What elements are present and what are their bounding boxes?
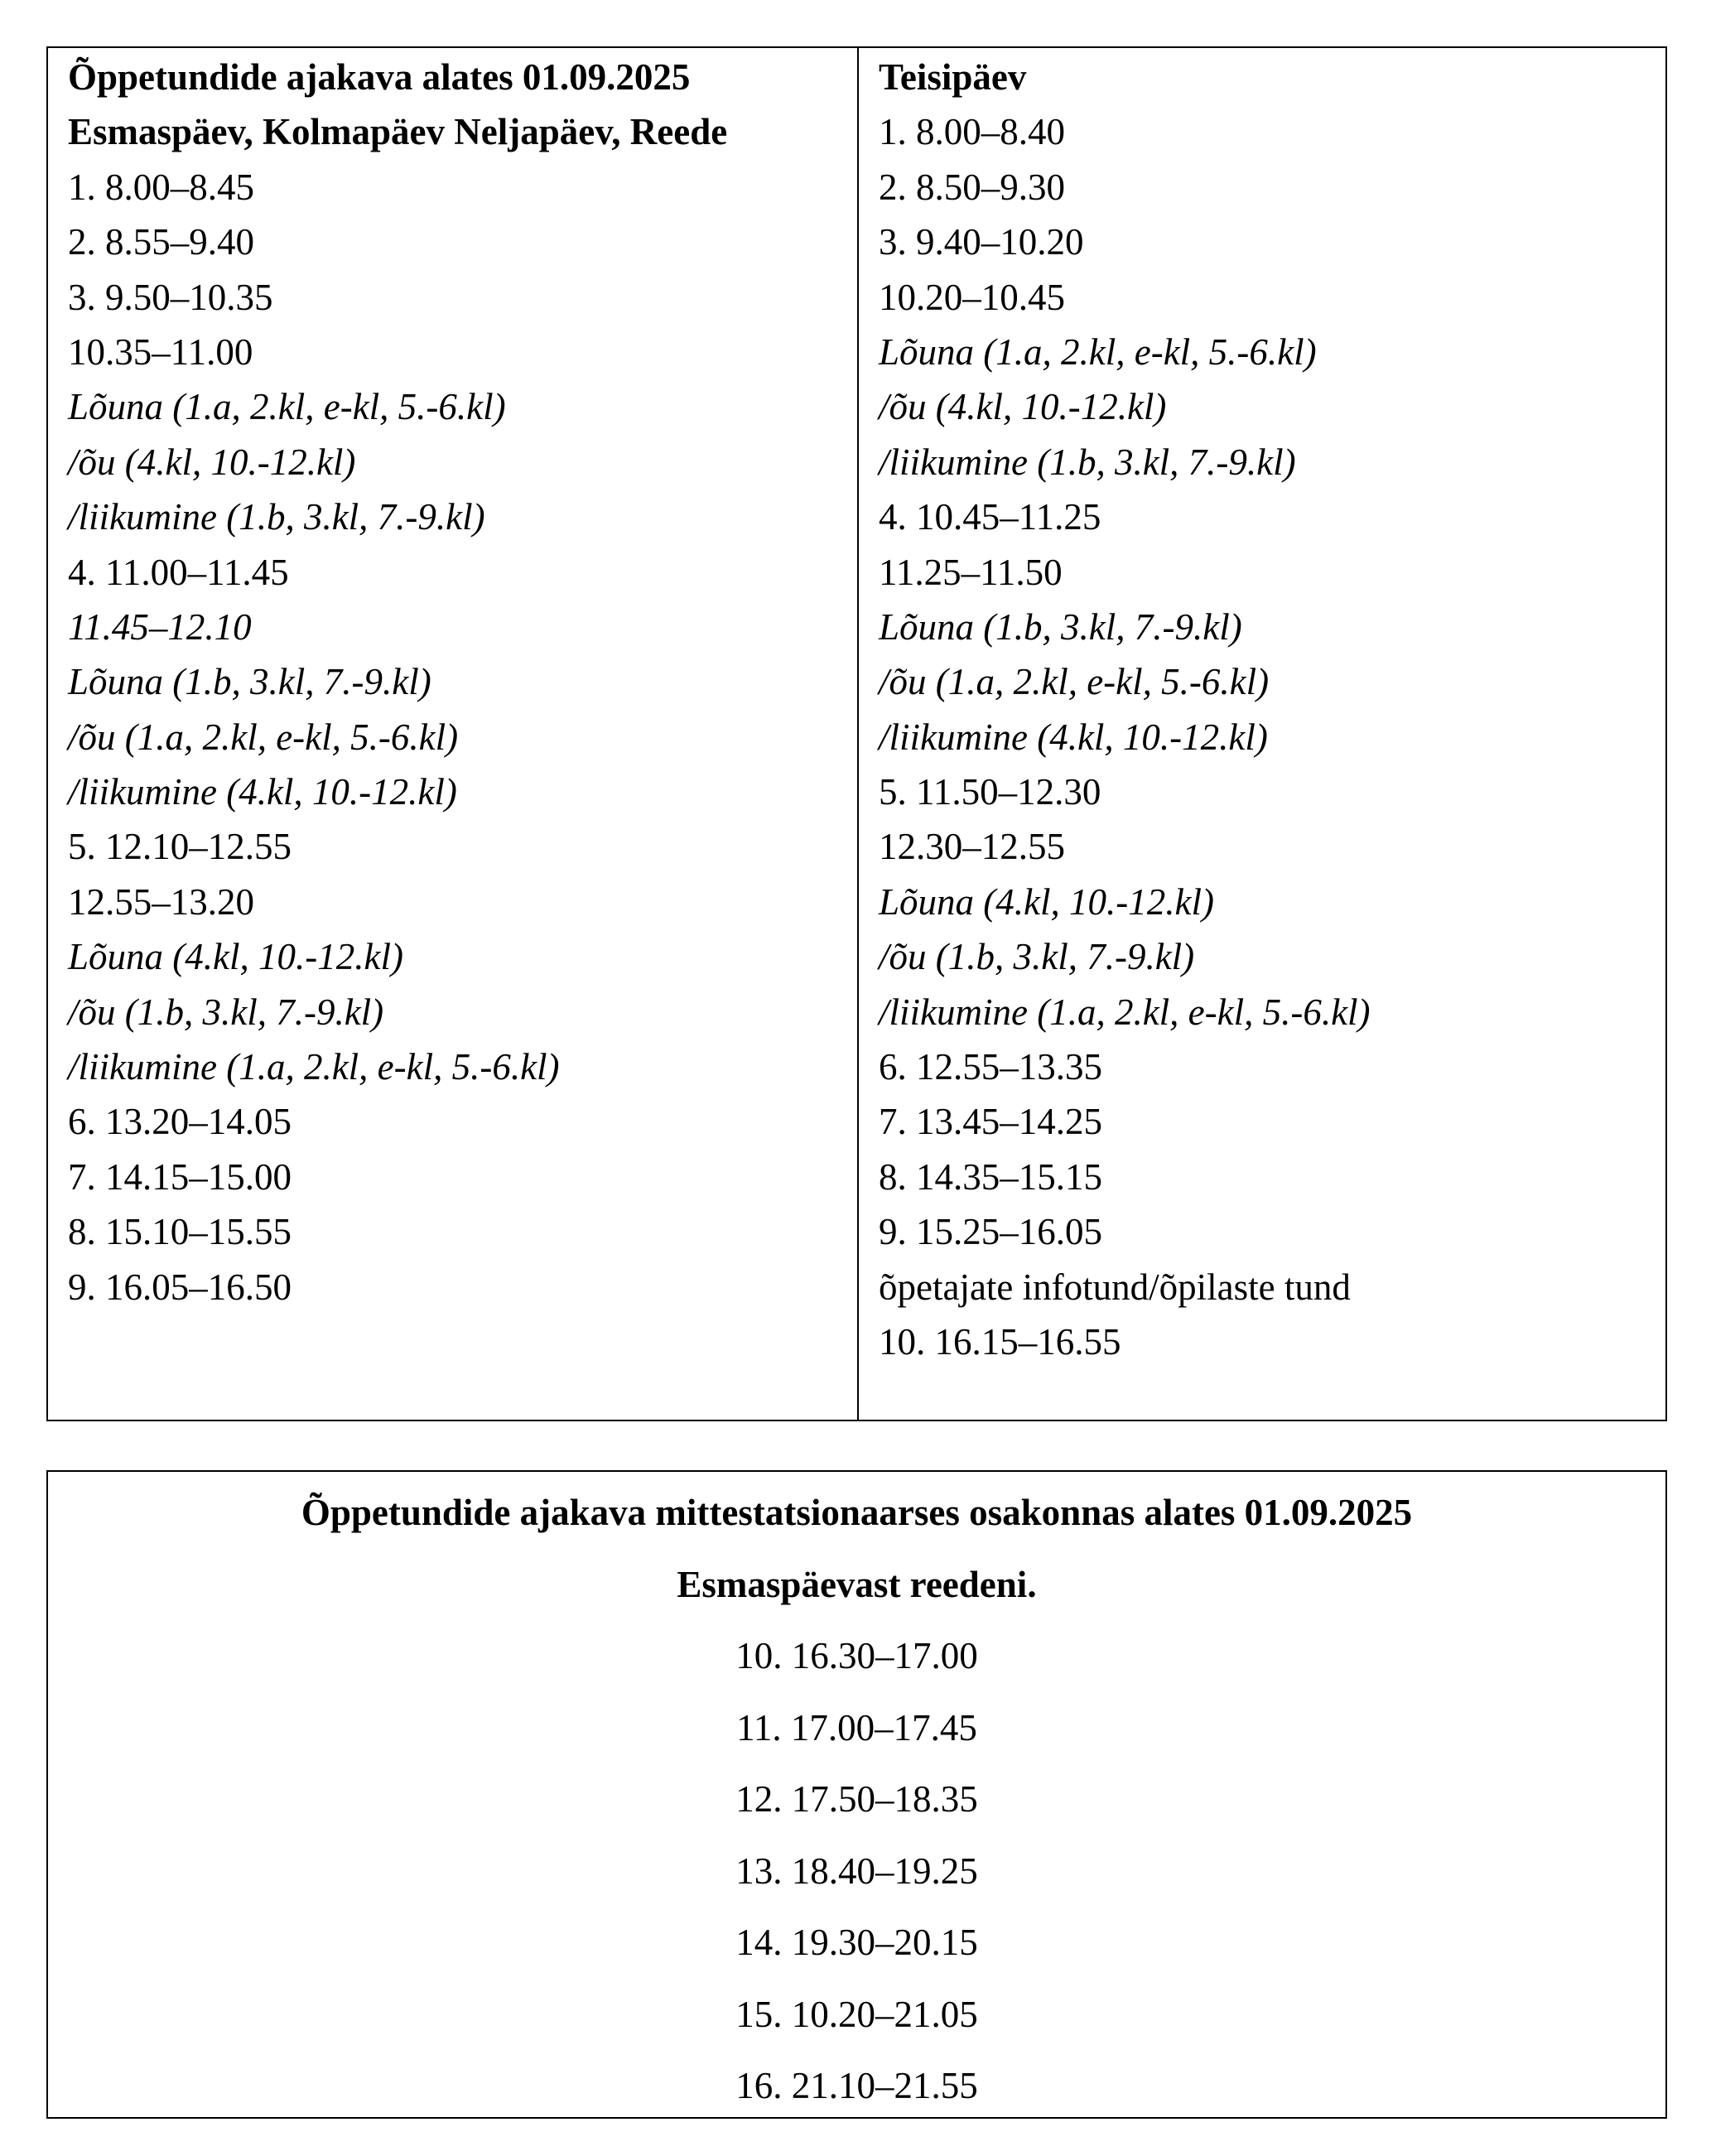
weekday-lesson-list xyxy=(68,160,857,1314)
lesson-time-line: õpetajate infotund/õpilaste tund xyxy=(879,1266,1351,1308)
lesson-time-line: Lõuna (1.a, 2.kl, e-kl, 5.-6.kl) xyxy=(879,330,1317,373)
lesson-time-line: Lõuna (1.b, 3.kl, 7.-9.kl) xyxy=(68,661,431,703)
lesson-time-line: 11.45–12.10 xyxy=(68,605,252,648)
lesson-time-line: /õu (1.a, 2.kl, e-kl, 5.-6.kl) xyxy=(68,716,459,758)
lesson-time-line: 5. 12.10–12.55 xyxy=(68,826,292,868)
lesson-time-line: 6. 12.55–13.35 xyxy=(879,1046,1102,1088)
lesson-time-line: 8. 15.10–15.55 xyxy=(68,1211,292,1253)
lesson-time-line: /õu (1.a, 2.kl, e-kl, 5.-6.kl) xyxy=(879,661,1270,703)
lesson-time-line: 16. 21.10–21.55 xyxy=(735,2065,978,2106)
non-stationary-schedule-table xyxy=(46,1470,1667,2119)
lesson-time-line: /liikumine (1.a, 2.kl, e-kl, 5.-6.kl) xyxy=(68,1046,560,1088)
lesson-time-line: 5. 11.50–12.30 xyxy=(879,771,1101,813)
lesson-time-line: /õu (4.kl, 10.-12.kl) xyxy=(68,441,356,483)
lesson-time-line: 12. 17.50–18.35 xyxy=(735,1778,978,1820)
lesson-time-line: Lõuna (4.kl, 10.-12.kl) xyxy=(68,936,403,978)
lesson-time-line: 13. 18.40–19.25 xyxy=(735,1850,978,1892)
lesson-time-line: /liikumine (4.kl, 10.-12.kl) xyxy=(68,771,457,813)
lesson-time-line: /õu (4.kl, 10.-12.kl) xyxy=(879,386,1167,428)
non-stationary-subtitle: Esmaspäevast reedeni. xyxy=(677,1563,1037,1605)
lesson-time-line: 1. 8.00–8.40 xyxy=(879,111,1065,153)
lesson-time-line: /liikumine (1.b, 3.kl, 7.-9.kl) xyxy=(68,496,485,538)
lesson-time-line: /liikumine (4.kl, 10.-12.kl) xyxy=(879,716,1268,758)
lesson-time-line: Lõuna (1.a, 2.kl, e-kl, 5.-6.kl) xyxy=(68,386,506,428)
lesson-time-line: 4. 10.45–11.25 xyxy=(879,496,1101,538)
lesson-time-line: 14. 19.30–20.15 xyxy=(735,1922,978,1963)
lesson-time-line: 7. 14.15–15.00 xyxy=(68,1155,292,1198)
lesson-time-line: 11. 17.00–17.45 xyxy=(736,1706,977,1748)
lesson-time-line: 3. 9.50–10.35 xyxy=(68,276,273,318)
weekday-heading: Esmaspäev, Kolmapäev Neljapäev, Reede xyxy=(68,111,728,153)
lesson-time-line: 10. 16.30–17.00 xyxy=(735,1635,978,1676)
lesson-time-line: Lõuna (4.kl, 10.-12.kl) xyxy=(879,880,1214,923)
lesson-time-line: 12.30–12.55 xyxy=(879,826,1065,868)
non-stationary-title: Õppetundide ajakava mittestatsionaarses osakonnas alates 01.09.2025 xyxy=(301,1492,1413,1533)
lesson-time-line: /õu (1.b, 3.kl, 7.-9.kl) xyxy=(879,936,1195,978)
tuesday-heading: Teisipäev xyxy=(879,56,1027,98)
lesson-time-line: /liikumine (1.a, 2.kl, e-kl, 5.-6.kl) xyxy=(879,991,1371,1033)
lesson-time-line: 1. 8.00–8.45 xyxy=(68,166,254,208)
weekday-schedule-column xyxy=(48,48,859,1420)
schedule-title: Õppetundide ajakava alates 01.09.2025 xyxy=(68,56,691,98)
lesson-time-line: 10. 16.15–16.55 xyxy=(879,1320,1121,1363)
lesson-time-line: 2. 8.50–9.30 xyxy=(879,166,1065,208)
lesson-time-line: /liikumine (1.b, 3.kl, 7.-9.kl) xyxy=(879,441,1296,483)
lesson-time-line: 3. 9.40–10.20 xyxy=(879,221,1084,263)
lesson-time-line: 4. 11.00–11.45 xyxy=(68,551,289,593)
lesson-time-line: 11.25–11.50 xyxy=(879,551,1063,593)
lesson-time-line: 12.55–13.20 xyxy=(68,880,254,923)
lesson-time-line: 10.20–10.45 xyxy=(879,276,1065,318)
lesson-time-line: 10.35–11.00 xyxy=(68,330,253,373)
lesson-time-line: 15. 10.20–21.05 xyxy=(735,1993,978,2035)
tuesday-lesson-list xyxy=(879,104,1665,1369)
lesson-time-line: 8. 14.35–15.15 xyxy=(879,1155,1102,1198)
non-stationary-lesson-list xyxy=(48,1620,1665,2122)
lesson-time-line: 7. 13.45–14.25 xyxy=(879,1101,1102,1143)
lesson-time-line: 6. 13.20–14.05 xyxy=(68,1101,292,1143)
lesson-time-line: 2. 8.55–9.40 xyxy=(68,221,254,263)
lesson-time-line: 9. 16.05–16.50 xyxy=(68,1266,292,1308)
lesson-time-line: Lõuna (1.b, 3.kl, 7.-9.kl) xyxy=(879,605,1242,648)
regular-schedule-table xyxy=(46,46,1667,1421)
tuesday-schedule-column xyxy=(859,48,1665,1420)
lesson-time-line: 9. 15.25–16.05 xyxy=(879,1211,1102,1253)
lesson-time-line: /õu (1.b, 3.kl, 7.-9.kl) xyxy=(68,991,384,1033)
